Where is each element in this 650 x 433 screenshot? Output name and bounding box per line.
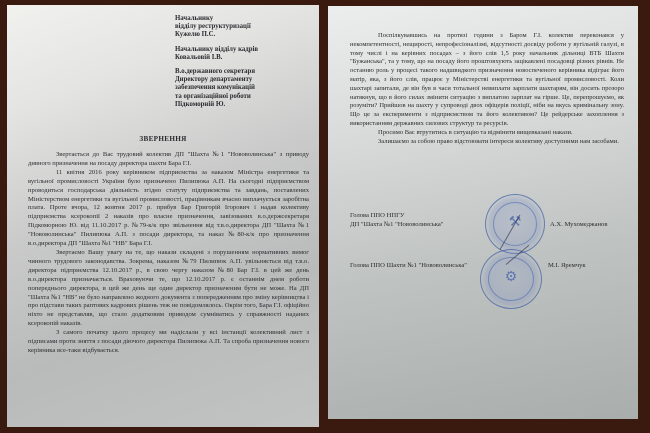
stamp-emblem-icon: ⚒ [508,214,522,230]
addressee-block [175,15,315,115]
signatory-name-1: А.Х. Мухомеджанов [550,221,608,228]
right-body-text [350,32,624,146]
signatory-name-2: М.І. Яремчук [548,262,586,269]
addressee-line: Начальнику [175,15,214,22]
paragraph: 11 квітня 2016 року керівником підприємства за наказом Міністра енергетики та вугільної промисловості України було призначено Пилипюка А.П. На сьогодні підприємством проводиться господарська діяльність згідно статуту підприємства та завдань, поставлених Міністерством енергетики та вугільної промисловості, працівникам вчасно виплачується заробітна плата. Проте вчора, 12 жовтня 2017 р. прибув Бар Григорій Ігорович і надав колективу підприємства ксерокопії 2 наказів про власне призначення, завізованих в.о.держсекретаря Підкоморною Ю. від 11.10.2017 р. №79-к/к про звільнення від т.в.о.директора ДП "Шахта №1 "Нововолинська" Пилипюка А.П. з посади директора, та наказ №80-к/к про призначення в.о.директора ДП "Шахта №1 "НВ" Бара Г.І. [28,168,309,248]
paragraph: Звертаємо Вашу увагу на те, що накази складені з порушенням нормативних вимог чинного трудового законодавства. Зокрема, наказом №79 Пилипюк А.П. увільняється від т.в.о. директора підприємства 12.10.2017 р., в свою чергу наказом №80 Бар Г.І. в цей же день в.о.директора призначається. Враховуючи те, що 12.10.2017 р. є останнім днем роботи попереднього директора, в цей же день ще один директор призначеним бути не може. На ДП "Шахта №1 "НВ" не було направлено жодного документа з попередженням про зміну керівництва і про підстави таких раптових кадрових рішень теж не повідомлялось. Окрім того, Бара Г.І. офіційно ніхто не представляв, що стало додатковим приводом сумніватись у справжності наданих ксерокопій наказів. [28,248,309,328]
addressee-3 [175,68,315,109]
left-document-page [7,5,319,427]
addressee-line: та організаційної роботи [175,92,251,100]
signature-block-1 [350,212,443,229]
document-title: ЗВЕРНЕННЯ [139,135,187,143]
paragraph: Звертається до Вас трудовий колектив ДП "Шахта №1 "Нововолинська" з приводу дивного призначення на посаду директора шахти Бара Г.І. [28,151,309,167]
addressee-line: Кужелю П.С. [175,31,216,39]
addressee-line: забезпечення комунікацій [175,84,255,92]
signatory-position: ДП "Шахта №1 "Нововолинська" [350,220,444,228]
paragraph: Просимо Вас втрутитись в ситуацію та відмінити вищевказані накази. [378,128,573,136]
addressee-line: В.о.державного секретаря [175,68,255,76]
signature-block-2: Голова ППО Шахти №1 "Нововолинська" [350,262,467,269]
addressee-line: Начальнику відділу кадрів [175,45,259,53]
addressee-1 [175,15,315,40]
addressee-2 [175,46,315,62]
addressee-line: Ковальовій І.В. [175,53,223,61]
stamp-emblem-icon: ⚙ [504,269,518,285]
paragraph: Залишаємо за собою право відстоювати інтереси колективу доступними нам засобами. [378,137,619,145]
signatory-position: Голова ППО НПГУ [350,212,405,219]
paragraph: З самого початку цього процесу ми надіслали у всі інстанції колективний лист з підписами проти зняття з посади діючого директора Пилипюка А.П. Та спроба призначення нового керівника все-таки відбувається. [28,329,309,354]
paragraph: Поспілкувавшись на протязі години з Баром Г.І. колектив переконався у некомпетентності, нещирості, непрофесіоналізмі, відсутності досвіду роботи у вугільній галузі, в тому числі і на керівних посадах – з його слів 1,5 року начальник дільниці ВТБ Шахти "Бужанська", та у тому, що на посаду його проштовхують зацікавлені посадовці різних рівнів. Не останню роль у процесі такого надшвидкого призначення новоспеченого керівника відіграє його матір, яка, з його слів, працює у Міністерстві енергетики та вугільної промисловості. Коли шахтарі запитали, де він був в часи тотальної невиплати зарплати шахтарям, він досить прозоро натякнув, що в його силах змінити ситуацію з виплатою зарплат на гірше. Це, перепрошуємо, як розуміти? Прийшов на шахту у супроводі двох офіцерів поліції, ніби на вкусь кримінальну зону. Що це за експерименти з підприємством та його колективом? Це рейдерське захоплення з використанням державних силових структур та ресурсів. [350,32,624,127]
addressee-line: Підкоморній Ю. [175,100,226,108]
addressee-line: відділу реструктуризації [175,23,251,31]
left-body-text [28,151,309,356]
right-document-page [328,6,638,419]
addressee-line: Директору департаменту [175,76,253,84]
